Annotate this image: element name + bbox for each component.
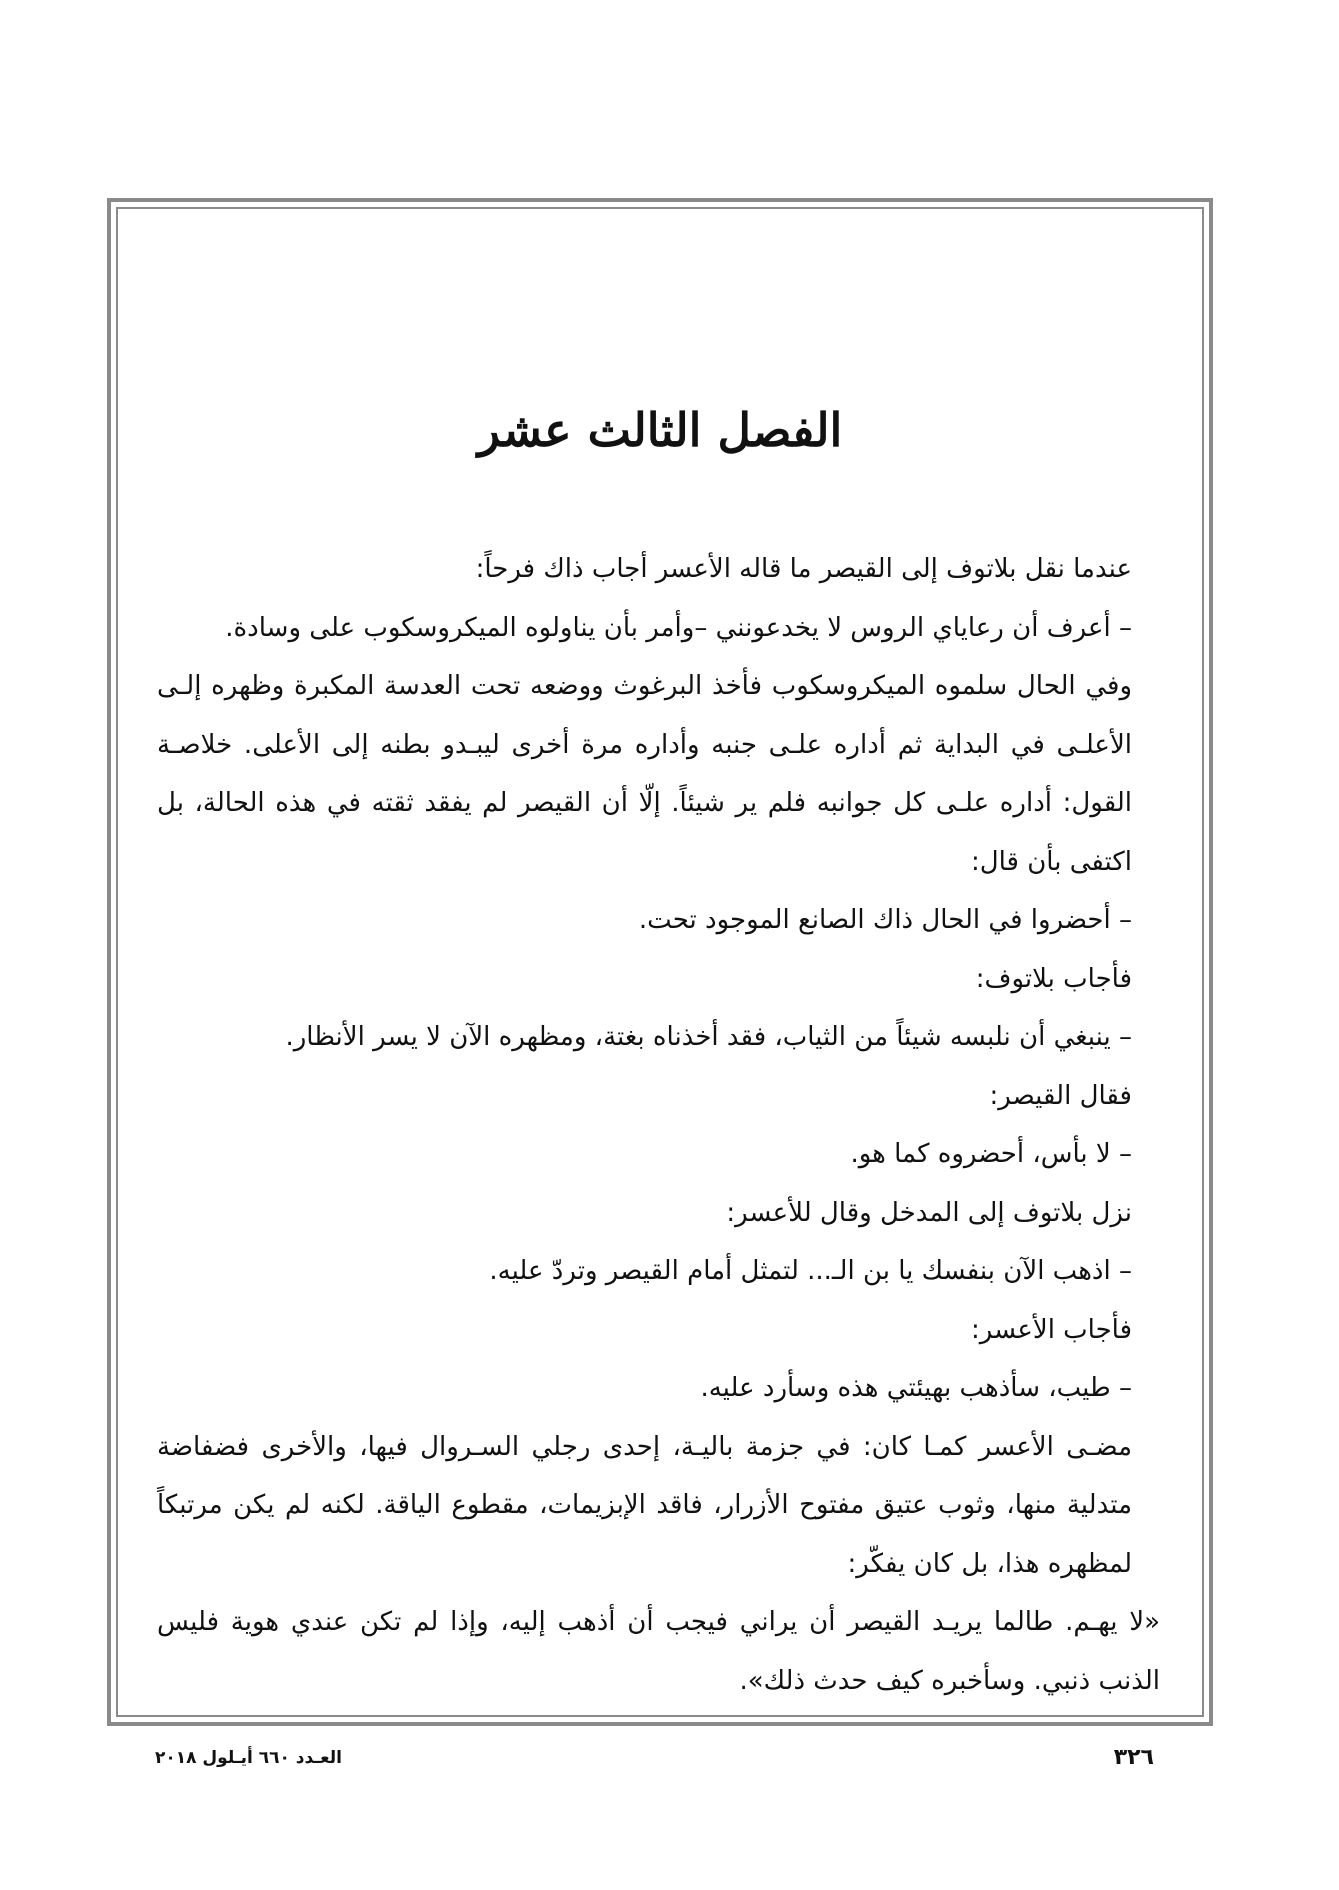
chapter-title: الفصل الثالث عشر [477,403,843,457]
paragraph: – أعرف أن رعاياي الروس لا يخدعونني –وأمر بأن يناولوه الميكروسكوب على وسادة. [225,612,1132,643]
paragraph: «لا يهـم. طالما يريـد القيصر أن يراني فيجب أن أذهب إليه، وإذا لم تكن عندي هوية فليس الذنب ذنبي. وسأخبره كيف حدث ذلك». [157,1607,1160,1696]
paragraph: – لا بأس، أحضروه كما هو. [850,1139,1132,1169]
paragraph: فأجاب بلاتوف: [975,963,1132,994]
page-number: ٣٢٦ [1113,1745,1154,1770]
paragraph: – طيب، سأذهب بهيئتي هذه وسأرد عليه. [700,1373,1132,1403]
paragraph: – اذهب الآن بنفسك يا بن الـ... لتمثل أمام القيصر وتردّ عليه. [489,1256,1132,1286]
paragraph: عندما نقل بلاتوف إلى القيصر ما قاله الأعسر أجاب ذاك فرحاً: [475,554,1132,584]
paragraph: فقال القيصر: [989,1080,1132,1111]
paragraph: نزل بلاتوف إلى المدخل وقال للأعسر: [726,1197,1132,1228]
issue-info: العـدد ٦٦٠ أيـلول ٢٠١٨ [155,1748,342,1768]
paragraph: – أحضروا في الحال ذاك الصانع الموجود تحت. [638,905,1132,935]
paragraph: وفي الحال سلموه الميكروسكوب فأخذ البرغوث ووضعه تحت العدسة المكبرة وظهره إلـى الأعلـى في البداية ثم أداره علـى جنبه وأداره مرة أخرى ليبـدو بطنه إلى الأعلى. خلاصـة القول: أداره علـى كل جوانبه فلم ير شيئاً. إلّا أن القيصر لم يفقد ثقته في هذه الحالة، بل اكتفى بأن قال: [157,671,1132,877]
paragraph: – ينبغي أن نلبسه شيئاً من الثياب، فقد أخذناه بغتة، ومظهره الآن لا يسر الأنظار. [285,1022,1132,1052]
paragraph: فأجاب الأعسر: [971,1314,1132,1345]
body-text [157,540,1160,1710]
paragraph: مضـى الأعسر كمـا كان: في جزمة باليـة، إحدى رجلي السـروال فيها، والأخرى فضفاضة متدلية منها، وثوب عتيق مفتوح الأزرار، فاقد الإبزيمات، مقطوع الياقة. لكنه لم يكن مرتبكاً لمظهره هذا، بل كان يفكّر: [157,1431,1132,1579]
